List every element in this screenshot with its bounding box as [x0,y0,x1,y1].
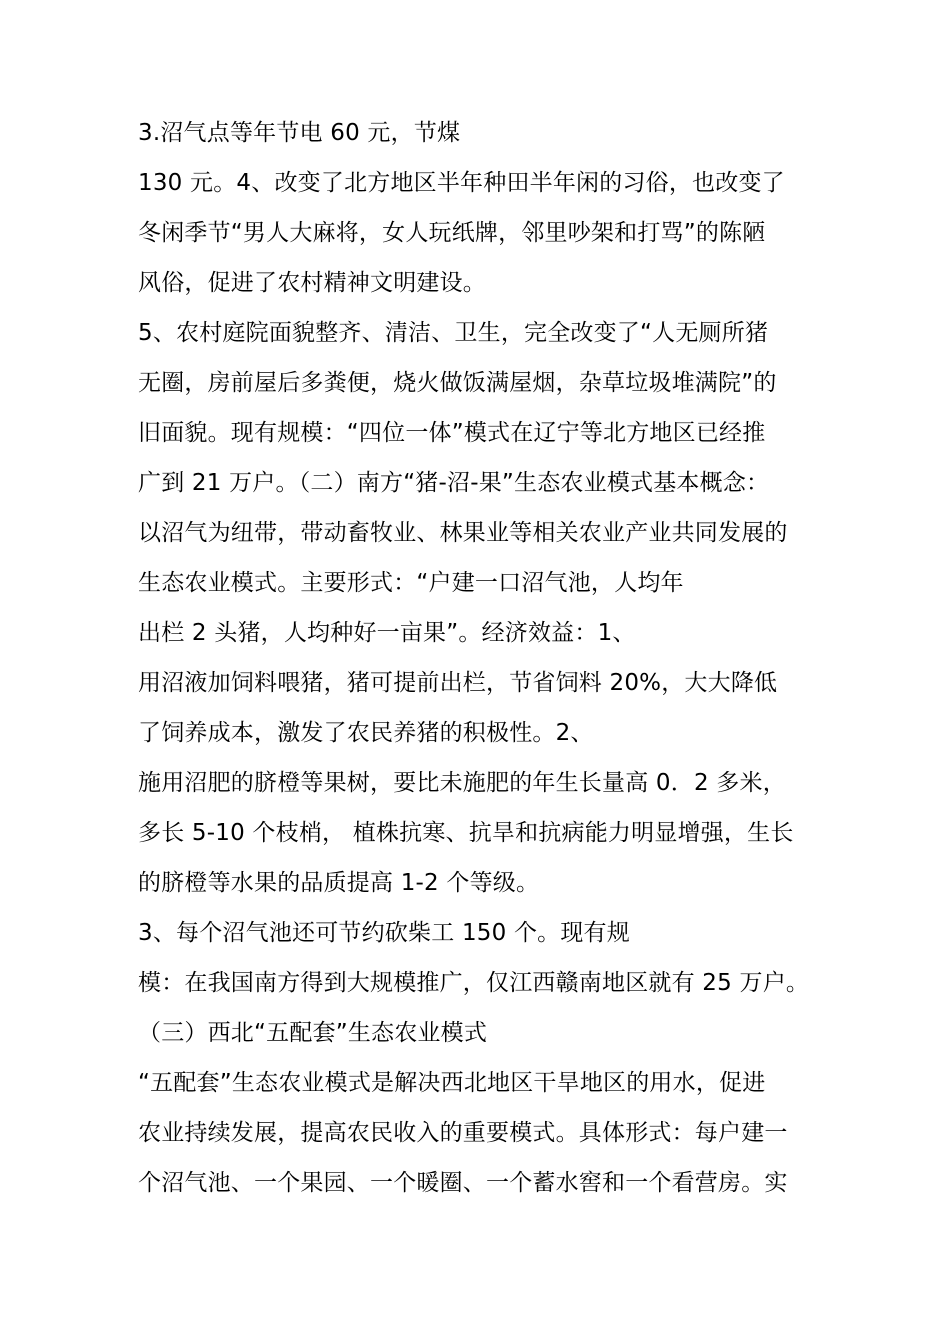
text-line: 个沼气池、一个果园、一个暖圈、一个蓄水窖和一个看营房。实 [138,1170,788,1196]
text-line: 施用沼肥的脐橙等果树，要比未施肥的年生长量高 0．2 多米， [138,770,786,796]
text-line: “五配套”生态农业模式是解决西北地区干旱地区的用水，促进 [138,1070,766,1096]
text-line: 冬闲季节“男人大麻将，女人玩纸牌，邻里吵架和打骂”的陈陋 [138,220,766,246]
section-heading: （三）西北“五配套”生态农业模式 [138,1020,488,1046]
text-line: 130 元。4、改变了北方地区半年种田半年闲的习俗，也改变了 [138,170,785,196]
text-line: 以沼气为纽带，带动畜牧业、林果业等相关农业产业共同发展的 [138,520,788,546]
text-line: 的脐橙等水果的品质提高 1-2 个等级。 [138,870,540,896]
text-line: 广到 21 万户。（二）南方“猪-沼-果”生态农业模式基本概念： [138,470,770,496]
text-line: 农业持续发展，提高农民收入的重要模式。具体形式：每户建一 [138,1120,788,1146]
text-line: 出栏 2 头猪，人均种好一亩果”。经济效益：1、 [138,620,636,646]
text-line: 5、农村庭院面貌整齐、清洁、卫生，完全改变了“人无厕所猪 [138,320,769,346]
text-line: 旧面貌。现有规模：“四位一体”模式在辽宁等北方地区已经推 [138,420,766,446]
text-line: 3.沼气点等年节电 60 元，节煤 [138,120,461,146]
text-line: 生态农业模式。主要形式：“户建一口沼气池，人均年 [138,570,684,596]
text-line: 无圈，房前屋后多粪便，烧火做饭满屋烟，杂草垃圾堆满院”的 [138,370,777,396]
text-line: 多长 5-10 个枝梢， 植株抗寒、抗旱和抗病能力明显增强，生长 [138,820,794,846]
text-line: 3、每个沼气池还可节约砍柴工 150 个。现有规 [138,920,630,946]
text-line: 模：在我国南方得到大规模推广，仅江西赣南地区就有 25 万户。 [138,970,810,996]
text-line: 风俗，促进了农村精神文明建设。 [138,270,486,296]
text-line: 用沼液加饲料喂猪，猪可提前出栏，节省饲料 20%，大大降低 [138,670,778,696]
text-line: 了饲养成本，激发了农民养猪的积极性。2、 [138,720,594,746]
